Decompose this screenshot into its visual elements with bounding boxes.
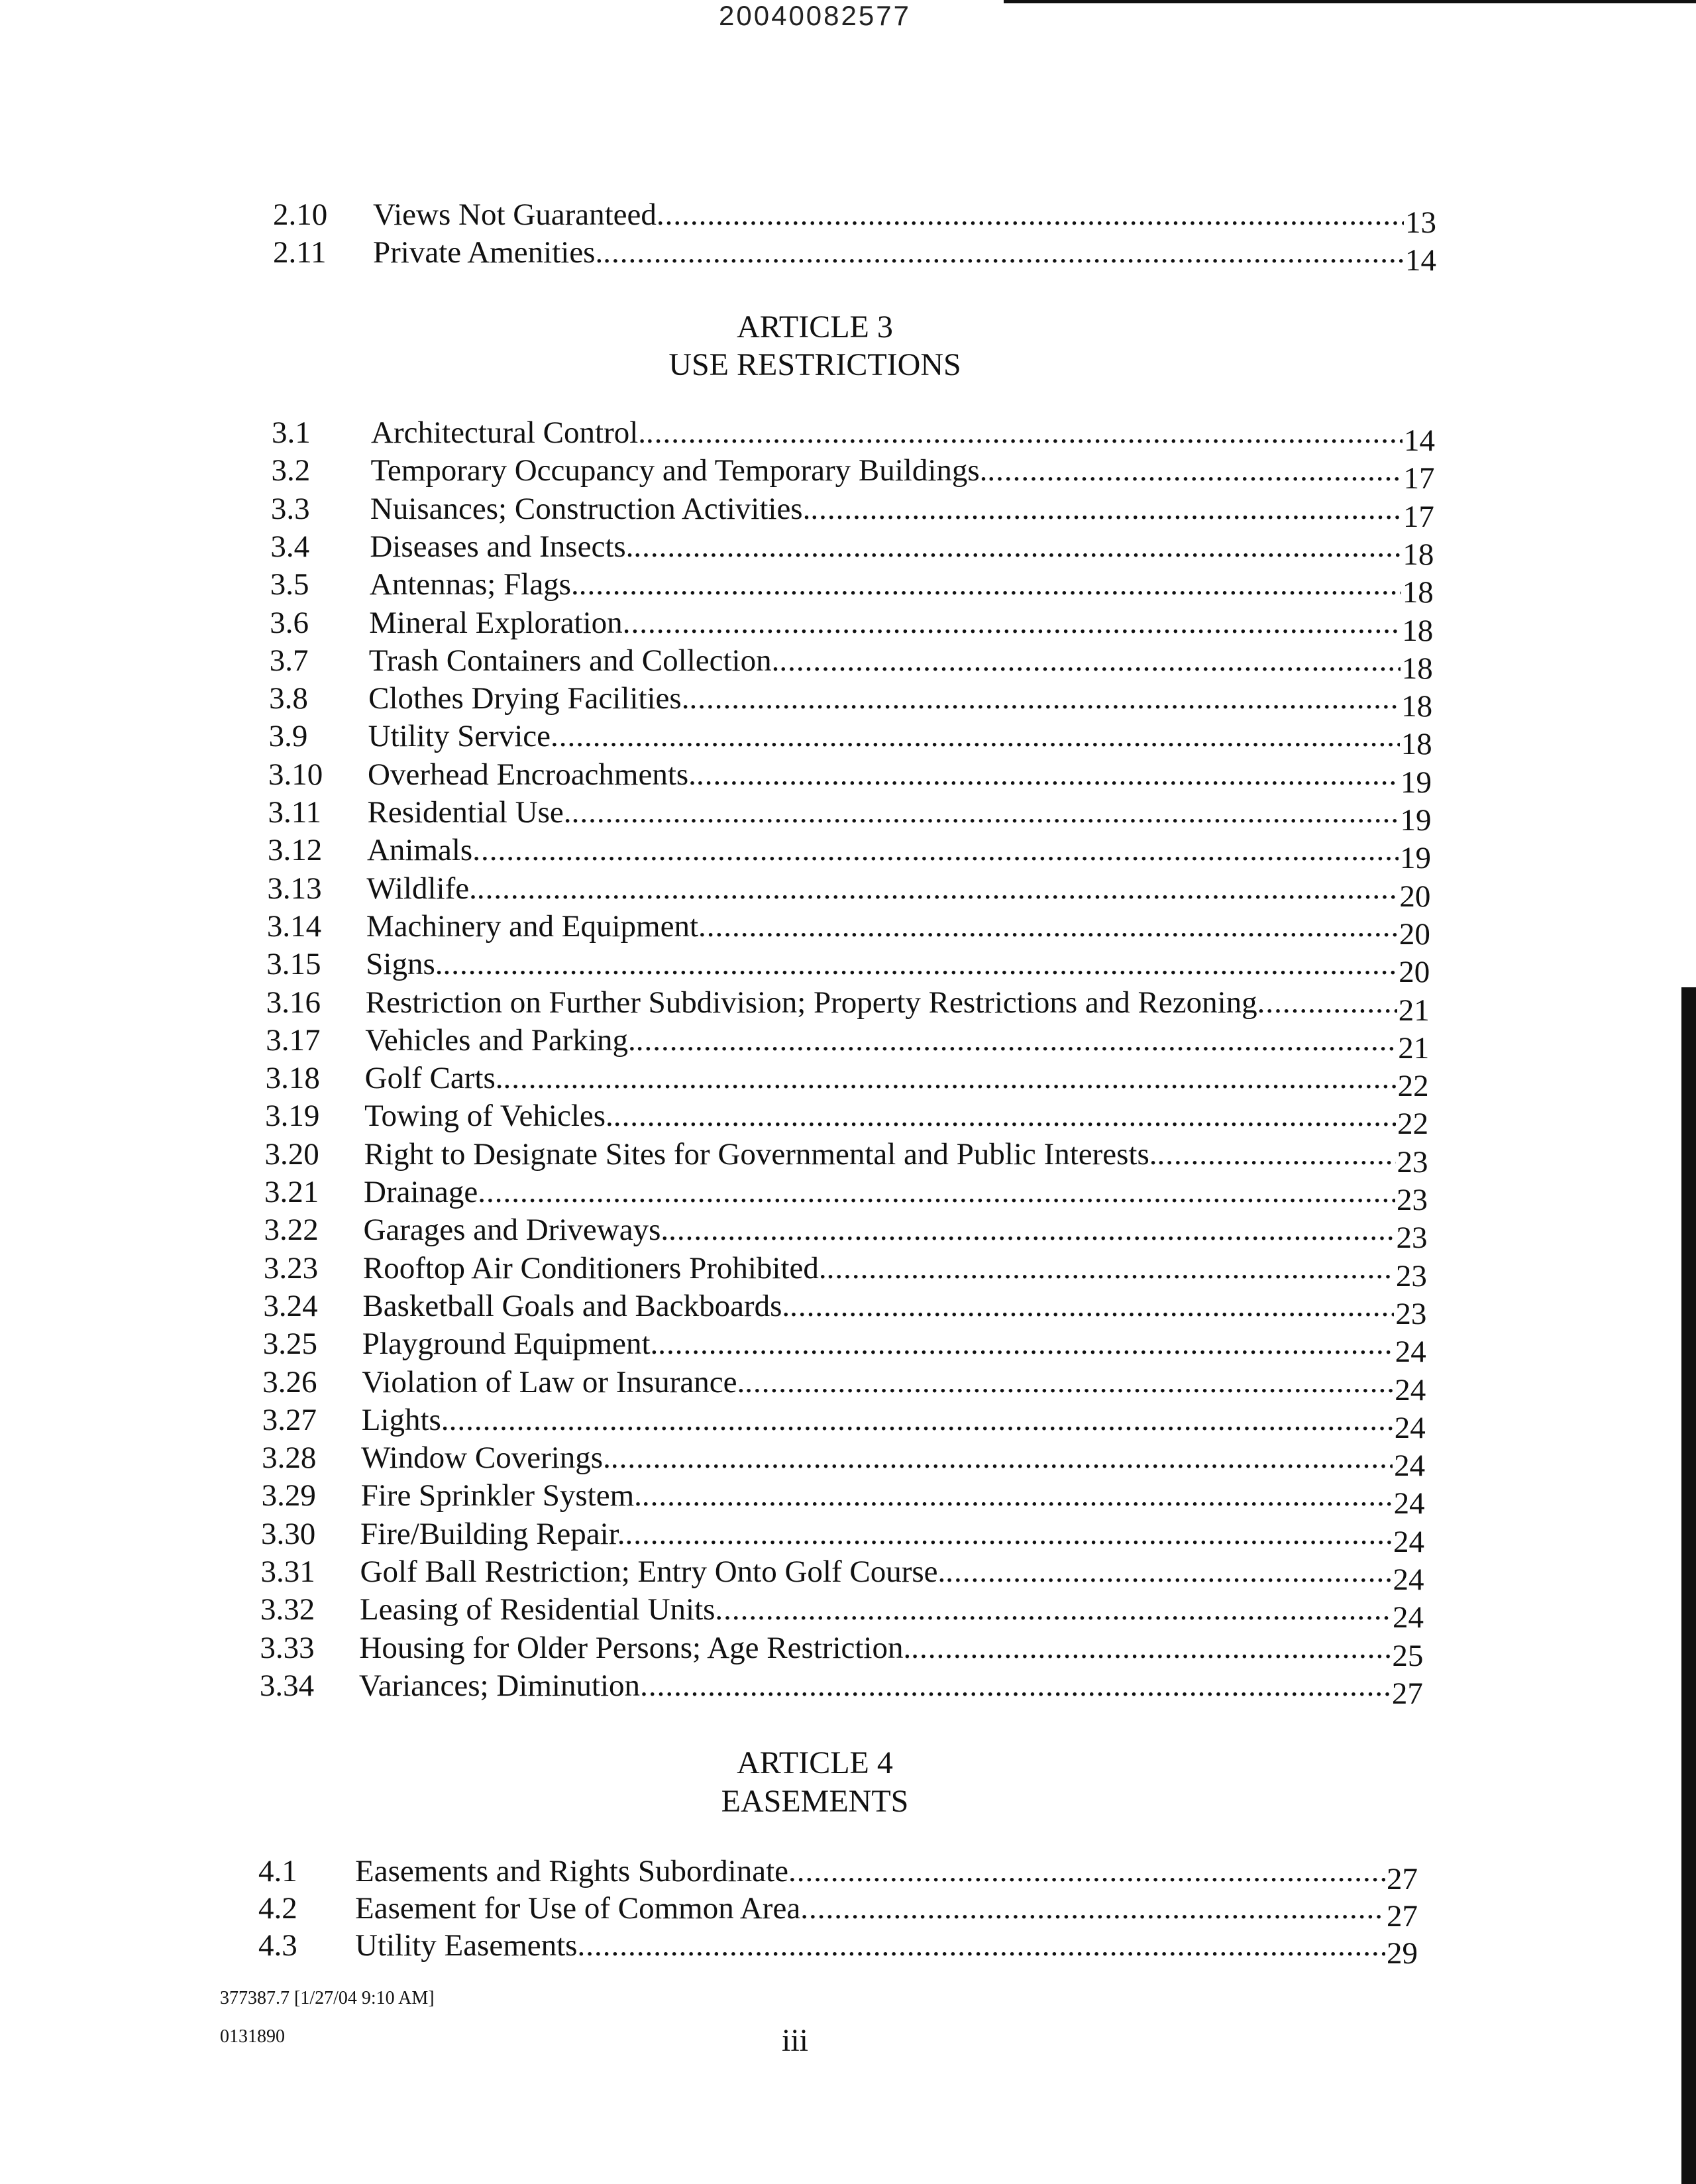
toc-entry-title: Utility Service: [368, 719, 551, 754]
toc-entry: [0, 1021, 1696, 1065]
toc-entry-line: [365, 1021, 1430, 1065]
toc-entry: [0, 1553, 1696, 1597]
toc-entry-number: 3.12: [267, 833, 323, 868]
toc-entry-number: 3.19: [265, 1099, 320, 1134]
toc-entry-page: 22: [1397, 1107, 1429, 1142]
dot-leader: [611, 1439, 1393, 1477]
toc-entry: [0, 1249, 1696, 1293]
toc-entry-page: 24: [1395, 1372, 1426, 1407]
toc-entry-number: 3.4: [270, 529, 310, 564]
toc-entry-page: 24: [1395, 1335, 1426, 1370]
dot-leader: [646, 413, 1403, 452]
dot-leader: [572, 793, 1399, 832]
toc-entry-title: Drainage: [364, 1175, 478, 1209]
toc-entry: [0, 565, 1696, 610]
dot-leader: [579, 565, 1401, 604]
toc-entry-line: [367, 793, 1432, 838]
toc-entry-page: 27: [1391, 1676, 1423, 1711]
toc-entry: [0, 717, 1696, 762]
toc-entry-title: Views Not Guaranteed: [373, 197, 657, 232]
dot-leader: [623, 604, 1401, 642]
toc-entry-page: 18: [1401, 727, 1432, 762]
toc-entry-line: [363, 1211, 1428, 1256]
toc-entry-line: [371, 413, 1435, 458]
toc-entry-line: [369, 604, 1434, 648]
toc-entry-line: [360, 1476, 1425, 1521]
toc-entry-title: Residential Use.: [367, 795, 572, 830]
toc-entry-page: 24: [1394, 1410, 1426, 1445]
toc-entry: [0, 1173, 1696, 1217]
toc-entry-number: 4.1: [258, 1854, 297, 1888]
dot-leader: [577, 1926, 1385, 1965]
toc-entry-page: 24: [1393, 1524, 1425, 1559]
toc-entry-line: [370, 451, 1435, 496]
toc-entry-number: 3.23: [263, 1250, 319, 1285]
toc-entry-page: 24: [1393, 1562, 1424, 1597]
toc-entry-line: [355, 1926, 1418, 1971]
toc-entry-page: 19: [1400, 803, 1432, 838]
toc-entry-line: [362, 1249, 1427, 1293]
toc-entry-line: [364, 1173, 1428, 1217]
toc-entry-line: [368, 641, 1433, 686]
toc-entry-page: 23: [1395, 1296, 1427, 1331]
toc-entry-number: 3.24: [263, 1288, 318, 1323]
toc-entry: [0, 1476, 1696, 1521]
footer-doc-code: 377387.7 [1/27/04 9:10 AM]: [220, 1988, 435, 2008]
toc-entry-title: Overhead Encroachments.: [368, 757, 696, 792]
dot-leader: [788, 1852, 1385, 1890]
toc-entry-line: [366, 869, 1431, 914]
toc-entry-title: Fire/Building Repair.: [360, 1516, 625, 1551]
toc-entry-page: 23: [1396, 1221, 1428, 1256]
document-number: 20040082577: [719, 0, 911, 31]
toc-entry-page: 23: [1397, 1183, 1428, 1217]
toc-entry: [0, 907, 1696, 952]
toc-entry: [0, 831, 1696, 876]
toc-entry-page: 21: [1398, 1030, 1430, 1065]
toc-entry-number: 2.11: [273, 235, 327, 270]
toc-entry-page: 14: [1404, 423, 1435, 458]
dot-leader: [657, 195, 1404, 234]
toc-entry-number: 3.25: [262, 1327, 318, 1362]
toc-entry-title: Basketball Goals and Backboards.: [362, 1288, 790, 1323]
toc-entry-page: 27: [1387, 1899, 1418, 1934]
dot-leader: [945, 1553, 1391, 1591]
dot-leader: [472, 831, 1399, 869]
toc-entry-number: 3.33: [260, 1630, 315, 1665]
toc-entry-title: Animals: [366, 833, 473, 868]
toc-entry-title: Playground Equipment.: [362, 1327, 659, 1362]
toc-entry: [0, 451, 1696, 496]
toc-entry-page: 24: [1392, 1600, 1424, 1635]
dot-leader: [504, 1059, 1397, 1097]
toc-entry-number: 3.7: [269, 643, 309, 678]
toc-entry: [0, 527, 1696, 572]
toc-entry-title: Window Coverings.: [361, 1441, 611, 1476]
toc-entry-number: 3.13: [267, 871, 322, 906]
toc-entry: [0, 945, 1696, 990]
toc-entry-title: Diseases and Insects.: [370, 529, 634, 564]
toc-entry: [0, 1590, 1696, 1635]
dot-leader: [625, 1515, 1393, 1553]
toc-entry-number: 3.27: [262, 1402, 317, 1437]
dot-leader: [715, 1590, 1391, 1629]
toc-entry-title: Golf Carts.: [364, 1061, 504, 1096]
toc-entry: [0, 1889, 1696, 1934]
toc-entry: [0, 983, 1696, 1028]
toc-entry: [0, 679, 1696, 724]
toc-entry-title: Temporary Occupancy and Temporary Buildings.: [370, 453, 988, 488]
toc-entry: [0, 793, 1696, 838]
toc-entry-page: 18: [1401, 689, 1433, 724]
toc-entry: [0, 641, 1696, 686]
toc-entry-number: 3.21: [264, 1175, 319, 1209]
toc-entry-page: 21: [1398, 993, 1430, 1028]
toc-entry-title: Antennas; Flags.: [369, 567, 579, 602]
toc-entry: [0, 1439, 1696, 1484]
toc-entry-page: 18: [1401, 651, 1433, 686]
dot-leader: [745, 1363, 1393, 1401]
toc-entry-page: 23: [1397, 1144, 1428, 1179]
toc-entry-title: Nuisances; Construction Activities.: [370, 491, 811, 526]
toc-entry-number: 3.20: [264, 1136, 319, 1172]
toc-entry-number: 3.17: [266, 1022, 321, 1058]
toc-entry-title: Variances; Diminution: [358, 1668, 641, 1703]
toc-entry-title: Mineral Exploration: [369, 605, 623, 640]
toc-entry-page: 27: [1387, 1862, 1418, 1896]
dot-leader: [668, 1211, 1395, 1249]
toc-entry-line: [362, 1325, 1426, 1370]
toc-entry-line: [361, 1401, 1426, 1445]
toc-entry-line: [360, 1553, 1424, 1597]
toc-entry-title: Trash Containers and Collection.: [368, 643, 780, 678]
toc-entry-number: 3.5: [270, 567, 309, 602]
toc-entry-page: 24: [1394, 1448, 1426, 1484]
toc-entry-title: Machinery and Equipment: [366, 908, 699, 944]
toc-entry-number: 3.3: [270, 491, 310, 526]
toc-entry-line: [368, 755, 1432, 800]
toc-entry-number: 3.9: [268, 719, 308, 754]
dot-leader: [478, 1173, 1395, 1211]
dot-leader: [642, 1476, 1393, 1515]
dot-leader: [1257, 983, 1397, 1022]
dot-leader: [790, 1287, 1394, 1325]
toc-entry-page: 29: [1387, 1936, 1418, 1971]
toc-entry-number: 3.14: [266, 908, 322, 944]
toc-entry: [0, 1287, 1696, 1331]
toc-entry-number: 3.11: [268, 795, 322, 830]
dot-leader: [911, 1629, 1391, 1667]
toc-entry-title: Private Amenities.: [373, 235, 604, 270]
toc-entry-line: [369, 565, 1434, 610]
page-number: iii: [782, 2023, 809, 2058]
toc-entry-page: 13: [1405, 205, 1436, 240]
toc-entry: [0, 1059, 1696, 1104]
toc-entry-page: 20: [1399, 916, 1430, 952]
toc-entry-page: 25: [1392, 1638, 1424, 1673]
toc-entry-page: 23: [1395, 1258, 1427, 1293]
toc-entry-page: 18: [1402, 575, 1434, 610]
toc-entry: [0, 195, 1696, 240]
toc-entry-number: 3.8: [269, 681, 308, 716]
dot-leader: [640, 1666, 1391, 1705]
dot-leader: [613, 1097, 1396, 1135]
toc-entry-title: Vehicles and Parking.: [365, 1022, 636, 1058]
dot-leader: [477, 869, 1399, 908]
toc-entry: [0, 1515, 1696, 1559]
toc-entry: [0, 604, 1696, 648]
dot-leader: [633, 527, 1401, 566]
toc-entry-line: [370, 527, 1434, 572]
toc-entry-number: 4.3: [258, 1928, 297, 1963]
toc-entry-line: [355, 1889, 1418, 1934]
toc-entry-line: [355, 1852, 1418, 1896]
dot-leader: [603, 233, 1404, 272]
toc-entry-number: 3.30: [261, 1516, 316, 1551]
toc-entry-number: 3.29: [261, 1478, 316, 1513]
toc-entry-number: 3.18: [265, 1061, 320, 1096]
toc-entry-line: [366, 831, 1431, 876]
toc-entry-page: 18: [1402, 613, 1434, 648]
toc-entry-title: Restriction on Further Subdivision; Property Restrictions and Rezoning: [365, 985, 1257, 1020]
toc-entry: [0, 490, 1696, 534]
toc-entry-number: 3.10: [268, 757, 323, 792]
toc-entry: [0, 755, 1696, 800]
toc-entry-title: Garages and Driveways.: [363, 1213, 669, 1248]
toc-entry: [0, 1325, 1696, 1370]
toc-entry-number: 3.31: [260, 1555, 315, 1589]
toc-entry: [0, 1852, 1696, 1896]
toc-entry-title: Lights.: [361, 1402, 449, 1437]
toc-entry-page: 22: [1397, 1069, 1429, 1104]
toc-entry-number: 3.22: [264, 1213, 319, 1248]
toc-entry-page: 14: [1405, 243, 1436, 278]
footer-client-code: 0131890: [220, 2026, 285, 2047]
toc-entry-number: 3.34: [259, 1668, 315, 1703]
toc-entry-title: Leasing of Residential Units: [359, 1592, 716, 1627]
toc-entry-title: Easements and Rights Subordinate: [355, 1854, 788, 1888]
toc-entry: [0, 1629, 1696, 1673]
toc-entry-page: 19: [1399, 841, 1431, 876]
toc-entry-page: 17: [1403, 461, 1435, 496]
dot-leader: [987, 451, 1402, 490]
toc-entry-number: 4.2: [258, 1891, 297, 1926]
toc-entry-number: 3.16: [266, 985, 321, 1020]
toc-entry-line: [364, 1135, 1428, 1179]
dot-leader: [800, 1889, 1385, 1928]
toc-entry-title: Towing of Vehicles.: [364, 1099, 613, 1134]
dot-leader: [696, 755, 1399, 794]
article-3-subheading: USE RESTRICTIONS: [668, 347, 961, 382]
toc-entry-line: [366, 907, 1430, 952]
toc-entry-line: [370, 490, 1434, 534]
toc-entry-line: [362, 1287, 1427, 1331]
toc-entry-line: [373, 195, 1436, 240]
toc-entry-line: [359, 1590, 1424, 1635]
toc-entry: [0, 1401, 1696, 1445]
toc-entry-page: 18: [1403, 537, 1434, 572]
toc-entry-page: 20: [1399, 955, 1430, 990]
dot-leader: [449, 1401, 1393, 1439]
toc-entry-line: [358, 1666, 1423, 1711]
toc-entry-page: 24: [1393, 1486, 1425, 1521]
toc-entry-number: 3.1: [272, 415, 311, 450]
toc-entry-line: [368, 679, 1433, 724]
toc-entry-line: [368, 717, 1432, 762]
toc-entry-number: 3.15: [266, 947, 321, 982]
toc-entry-page: 17: [1403, 499, 1434, 534]
dot-leader: [636, 1021, 1397, 1060]
toc-entry-number: 2.10: [273, 197, 328, 232]
toc-entry-page: 20: [1399, 879, 1431, 914]
toc-entry-title: Golf Ball Restriction; Entry Onto Golf Course.: [360, 1555, 946, 1589]
toc-entry: [0, 1211, 1696, 1256]
dot-leader: [443, 945, 1398, 983]
toc-entry: [0, 869, 1696, 914]
toc-entry: [0, 413, 1696, 458]
dot-leader: [779, 641, 1400, 680]
toc-entry: [0, 233, 1696, 278]
article-4-subheading: EASEMENTS: [721, 1784, 909, 1819]
toc-entry-title: Rooftop Air Conditioners Prohibited.: [362, 1250, 827, 1285]
dot-leader: [827, 1249, 1395, 1287]
toc-entry-title: Architectural Control.: [371, 415, 647, 450]
dot-leader: [810, 490, 1402, 528]
toc-entry-page: 19: [1401, 765, 1432, 800]
toc-entry-title: Wildlife.: [366, 871, 477, 906]
toc-entry-number: 3.28: [262, 1441, 317, 1476]
dot-leader: [698, 907, 1398, 946]
toc-entry-title: Fire Sprinkler System.: [360, 1478, 642, 1513]
toc-entry-title: Violation of Law or Insurance.: [362, 1364, 745, 1399]
toc-entry-number: 3.26: [262, 1364, 317, 1399]
dot-leader: [551, 717, 1400, 755]
toc-entry-line: [359, 1629, 1424, 1673]
toc-entry: [0, 1135, 1696, 1179]
dot-leader: [689, 679, 1400, 718]
toc-entry-title: Utility Easements: [355, 1928, 578, 1963]
toc-entry-title: Clothes Drying Facilities.: [368, 681, 690, 716]
toc-entry-number: 3.2: [271, 453, 311, 488]
toc-entry-number: 3.32: [260, 1592, 315, 1627]
toc-entry-line: [373, 233, 1436, 278]
toc-entry-line: [360, 1515, 1425, 1559]
dot-leader: [658, 1325, 1394, 1363]
toc-entry-line: [361, 1439, 1426, 1484]
article-3-heading: ARTICLE 3: [737, 309, 893, 345]
toc-entry: [0, 1097, 1696, 1142]
toc-entry-line: [362, 1363, 1426, 1407]
toc-entry-line: [364, 1097, 1429, 1142]
dot-leader: [1157, 1135, 1396, 1174]
toc-entry-title: Signs.: [366, 947, 443, 982]
toc-entry-title: Housing for Older Persons; Age Restriction.: [359, 1630, 912, 1665]
toc-entry-line: [364, 1059, 1429, 1104]
toc-entry: [0, 1363, 1696, 1407]
article-4-heading: ARTICLE 4: [737, 1745, 893, 1780]
toc-entry-number: 3.6: [270, 605, 309, 640]
toc-entry-title: Easement for Use of Common Area: [355, 1891, 801, 1926]
toc-entry: [0, 1926, 1696, 1971]
toc-entry-line: [366, 945, 1430, 990]
toc-entry-title: Right to Designate Sites for Governmental and Public Interests.: [364, 1136, 1157, 1172]
toc-entry-line: [365, 983, 1430, 1028]
toc-entry: [0, 1666, 1696, 1711]
